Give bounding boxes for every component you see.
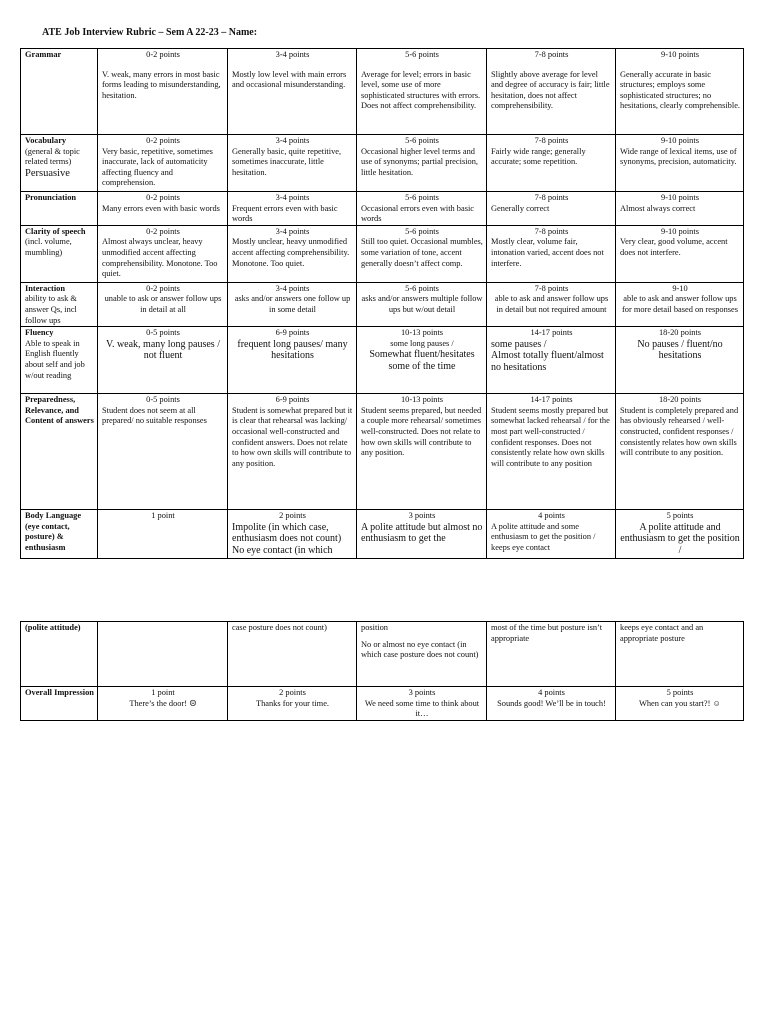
- rubric-cell: 1 point There’s the door! ☹: [98, 687, 228, 721]
- rubric-cell: 5-6 points Occasional errors even with basic words: [357, 192, 487, 226]
- rubric-cell: 0-2 points Almost always unclear, heavy unmodified accent affecting comprehensibility. Monotone. Too quiet.: [98, 225, 228, 282]
- rubric-cell: 5 points When can you start?! ☺: [616, 687, 744, 721]
- rubric-cell: 18-20 points Student is completely prepared and has obviously rehearsed / well-constructed, confident responses / consistently relates how own skills will contribute to any position.: [616, 394, 744, 510]
- rubric-cell: position No or almost no eye contact (in which case posture does not count): [357, 622, 487, 687]
- criterion-overall-impression: Overall Impression: [21, 687, 98, 721]
- rubric-cell: 3-4 points Generally basic, quite repetitive, sometimes inaccurate, little hesitation.: [228, 135, 357, 192]
- rubric-cell: 9-10 points Wide range of lexical items, use of synonyms, precision, automaticity.: [616, 135, 744, 192]
- rubric-cell: case posture does not count): [228, 622, 357, 687]
- rubric-cell: 7-8 points Slightly above average for level and degree of accuracy is fair; little hesitation, does not affect comprehensibility.: [487, 49, 616, 135]
- table-row: [21, 135, 744, 192]
- rubric-cell: 4 points A polite attitude and some enthusiasm to get the position / keeps eye contact: [487, 510, 616, 559]
- criterion-pronunciation: Pronunciation: [21, 192, 98, 226]
- rubric-cell: 14-17 points Student seems mostly prepared but somewhat lacked rehearsal / for the most part well-constructed / confident responses. Does not consistently relate how own skills will contribute to any position: [487, 394, 616, 510]
- rubric-cell: 0-2 points Many errors even with basic words: [98, 192, 228, 226]
- rubric-cell: 0-2 points Very basic, repetitive, sometimes inaccurate, lack of automaticity affecting fluency and comprehension.: [98, 135, 228, 192]
- criterion-preparedness: Preparedness, Relevance, and Content of answers: [21, 394, 98, 510]
- rubric-cell: 3 points We need some time to think about it…: [357, 687, 487, 721]
- rubric-cell: 3-4 points Frequent errors even with basic words: [228, 192, 357, 226]
- rubric-cell: 2 points Impolite (in which case, enthusiasm does not count) No eye contact (in which: [228, 510, 357, 559]
- rubric-cell: 0-2 points V. weak, many errors in most basic forms leading to misunderstanding, hesitation.: [98, 49, 228, 135]
- rubric-cell: 9-10 points Almost always correct: [616, 192, 744, 226]
- rubric-cell: 5-6 points Occasional higher level terms and use of synonyms; partial precision, little hesitation.: [357, 135, 487, 192]
- rubric-cell: 3-4 points asks and/or answers one follow up in some detail: [228, 282, 357, 326]
- criterion-body-language: Body Language (eye contact, posture) & enthusiasm: [21, 510, 98, 559]
- rubric-cell: 14-17 points some pauses / Almost totally fluent/almost no hesitations: [487, 327, 616, 394]
- table-row: [21, 510, 744, 559]
- rubric-cell: 9-10 points Very clear, good volume, accent does not interfere.: [616, 225, 744, 282]
- table-row: [21, 49, 744, 135]
- rubric-cell: keeps eye contact and an appropriate posture: [616, 622, 744, 687]
- criterion-interaction: Interaction ability to ask & answer Qs, incl follow ups: [21, 282, 98, 326]
- rubric-cell: [98, 622, 228, 687]
- document-title: ATE Job Interview Rubric – Sem A 22-23 – Name:: [42, 27, 258, 38]
- rubric-cell: 2 points Thanks for your time.: [228, 687, 357, 721]
- rubric-cell: 7-8 points Fairly wide range; generally accurate; some repetition.: [487, 135, 616, 192]
- rubric-cell: 0-5 points Student does not seem at all prepared/ no suitable responses: [98, 394, 228, 510]
- rubric-cell: 5-6 points Average for level; errors in basic level, some use of more sophisticated structures with errors. Does not affect comprehensibility.: [357, 49, 487, 135]
- rubric-cell: 10-13 points Student seems prepared, but needed a couple more rehearsal/ sometimes well-constructed. Does not relate to how own skills will contribute to any position.: [357, 394, 487, 510]
- table-row: [21, 394, 744, 510]
- rubric-cell: 7-8 points able to ask and answer follow ups in detail but not required amount: [487, 282, 616, 326]
- criterion-polite-attitude: (polite attitude): [21, 622, 98, 687]
- criterion-clarity-of-speech: Clarity of speech (incl. volume, mumbling): [21, 225, 98, 282]
- rubric-cell: 7-8 points Mostly clear, volume fair, intonation varied, accent does not interfere.: [487, 225, 616, 282]
- rubric-cell: 0-2 points unable to ask or answer follow ups in detail at all: [98, 282, 228, 326]
- table-row: [21, 192, 744, 226]
- table-row: [21, 225, 744, 282]
- rubric-cell: 3-4 points Mostly unclear, heavy unmodified accent affecting comprehensibility. Monotone. Too quiet.: [228, 225, 357, 282]
- rubric-cell: 5-6 points asks and/or answers multiple follow ups but w/out detail: [357, 282, 487, 326]
- table-row: [21, 622, 744, 687]
- rubric-cell: 9-10 able to ask and answer follow ups for more detail based on responses: [616, 282, 744, 326]
- criterion-vocabulary: Vocabulary (general & topic related terms) Persuasive: [21, 135, 98, 192]
- rubric-cell: 10-13 points some long pauses / Somewhat fluent/hesitates some of the time: [357, 327, 487, 394]
- rubric-cell: 9-10 points Generally accurate in basic structures; employs some sophisticated structures; no hesitations, clearly comprehensible.: [616, 49, 744, 135]
- rubric-cell: 3-4 points Mostly low level with main errors and occasional misunderstanding.: [228, 49, 357, 135]
- rubric-cell: 4 points Sounds good! We’ll be in touch!: [487, 687, 616, 721]
- rubric-table-continued: [20, 621, 744, 721]
- criterion-grammar: Grammar: [21, 49, 98, 135]
- rubric-cell: 6-9 points Student is somewhat prepared but it is clear that rehearsal was lacking/ occasional well-constructed and confident answers. Does not relate to how own skills will contribute to any position.: [228, 394, 357, 510]
- rubric-cell: 5-6 points Still too quiet. Occasional mumbles, some variation of tone, accent generally doesn’t affect comp.: [357, 225, 487, 282]
- rubric-table: [20, 48, 744, 559]
- criterion-fluency: Fluency Able to speak in English fluently about self and job w/out reading: [21, 327, 98, 394]
- rubric-cell: 6-9 points frequent long pauses/ many hesitations: [228, 327, 357, 394]
- table-row: [21, 687, 744, 721]
- table-row: [21, 282, 744, 326]
- rubric-cell: 1 point: [98, 510, 228, 559]
- rubric-cell: 7-8 points Generally correct: [487, 192, 616, 226]
- rubric-cell: 0-5 points V. weak, many long pauses / not fluent: [98, 327, 228, 394]
- table-row: [21, 327, 744, 394]
- rubric-cell: 18-20 points No pauses / fluent/no hesitations: [616, 327, 744, 394]
- rubric-cell: most of the time but posture isn’t appropriate: [487, 622, 616, 687]
- rubric-cell: 3 points A polite attitude but almost no enthusiasm to get the: [357, 510, 487, 559]
- rubric-cell: 5 points A polite attitude and enthusiasm to get the position /: [616, 510, 744, 559]
